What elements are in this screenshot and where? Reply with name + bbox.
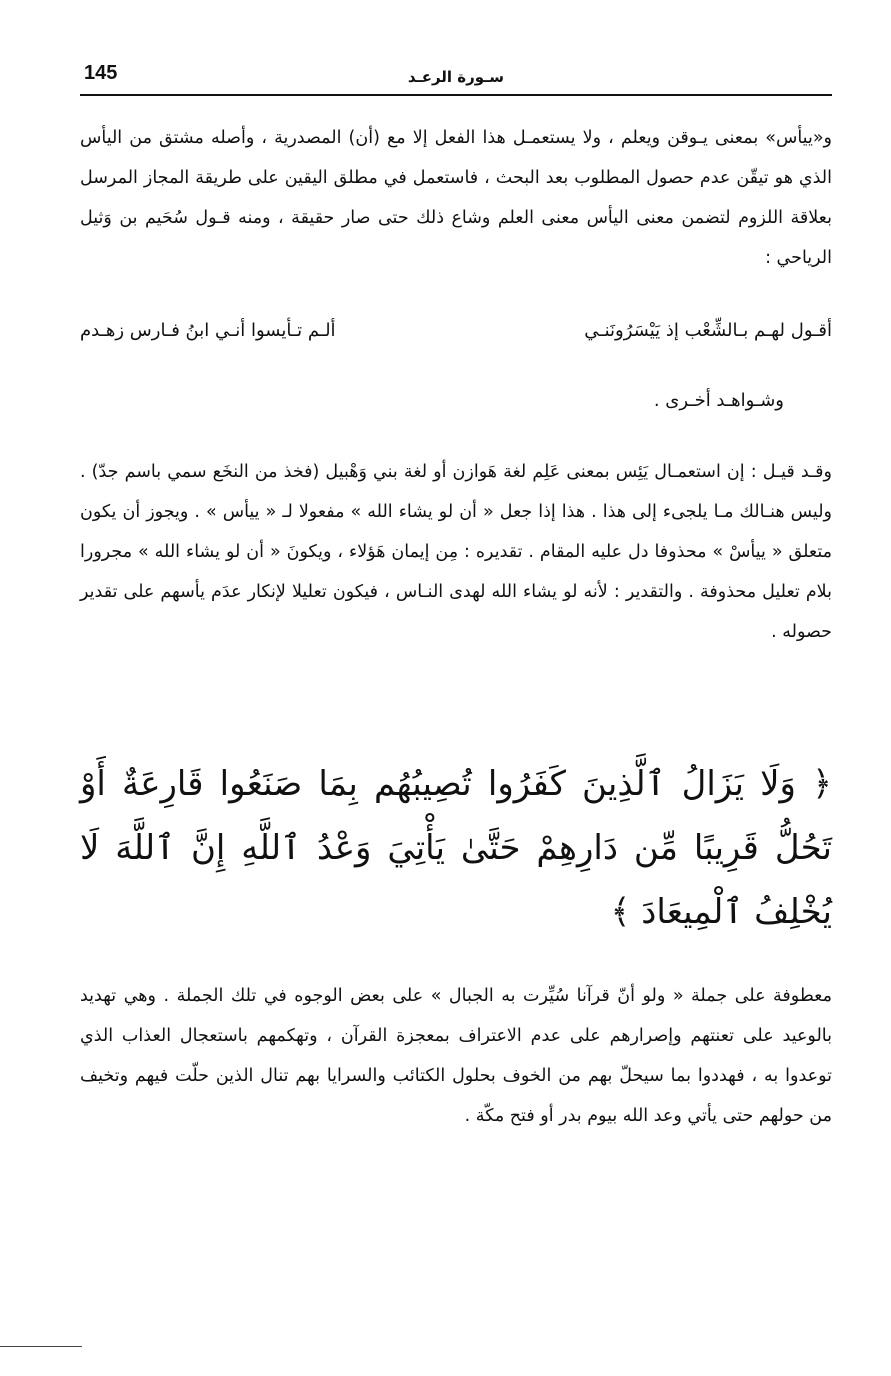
paragraph-ya-is-meaning: و«ييأس» بمعنى يـوقن ويعلم ، ولا يستعمـل هذا الفعل إلا مع (أن) المصدرية ، وأصله مشتق من اليأس الذي هو تيقّن عدم حصول المطلوب بعد البحث ، فاستعمل في مطلق اليقين على طريقة المجاز المرسل بعلاقة اللزوم لتضمن معنى اليأس معنى العلم وشاع ذلك حتى صار حقيقة ، ومنه قـول سُحَيم بن وَثيل الرياحي : — [80, 128, 832, 268]
verse-other-examples: وشـواهـد أخـرى . — [653, 390, 784, 411]
page-header — [80, 62, 832, 102]
paragraph-dialect-note: وقـد قيـل : إن استعمـال يَئِس بمعنى عَلِم لغة هَوازن أو لغة بني وَهْبيل (فخذ من النخَع سمي باسم جدّ) . وليس هنـالك مـا يلجىء إلى هذا . هذا إذا جعل « أن لو يشاء الله » مفعولا لـ « ييأس » . ويجوز أن يكون متعلق « ييأسْ » محذوفا دل عليه المقام . تقديره : مِن إيمان هَؤلاء ، ويكونَ « أن لو يشاء الله » مجرورا بلام تعليل محذوفة . والتقدير : لأنه لو يشاء الله لهدى النـاس ، فيكون تعليلا لإنكار عدَم يأسهم على تقدير حصوله . — [80, 462, 832, 642]
header-rule — [80, 94, 832, 96]
poetry-verse — [80, 306, 832, 416]
paragraph-commentary: معطوفة على جملة « ولو أنّ قرآنا سُيِّرت به الجبال » على بعض الوجوه في تلك الجملة . وهي تهديد بالوعيد على تعنتهم وإصرارهم على عدم الاعتراف بمعجزة القرآن ، وتهكمهم باستعجال العذاب الذي توعدوا به ، فهددوا بما سيحلّ بهم من الخوف بحلول الكتائب والسرايا بهم تنال الذين حلّت فيهم وتخيف من حولهم حتى يأتي وعد الله بيوم بدر أو فتح مكّة . — [80, 986, 832, 1126]
footer-rule — [0, 1346, 82, 1347]
verse-second-hemistich: ألـم تـأيسوا أنـي ابنُ فـارس زهـدم — [80, 320, 336, 341]
verse-first-hemistich: أقـول لهـم بـالشِّعْب إذ يَيْسَرُونَنـي — [584, 320, 832, 341]
running-title: سـورة الرعـد — [407, 68, 505, 86]
quran-verse: ﴿ وَلَا يَزَالُ ٱلَّذِينَ كَفَرُوا تُصِيبُهُم بِمَا صَنَعُوا قَارِعَةٌ أَوْ تَحُلُّ قَرِيبًا مِّن دَارِهِمْ حَتَّىٰ يَأْتِيَ وَعْدُ ٱللَّهِ إِنَّ ٱللَّهَ لَا يُخْلِفُ ٱلْمِيعَادَ ﴾ — [80, 764, 832, 932]
page-number: 145 — [84, 62, 118, 84]
